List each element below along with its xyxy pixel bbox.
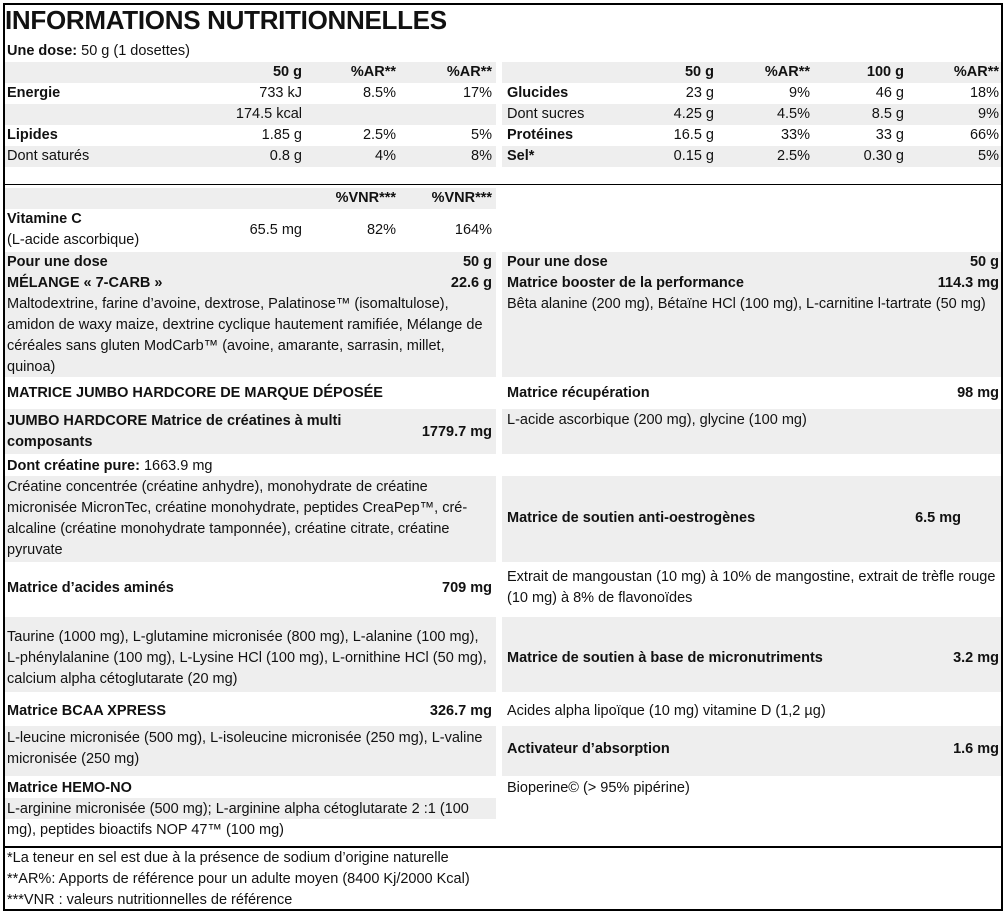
cell: 33% — [780, 127, 810, 143]
cell: 1.85 g — [261, 127, 302, 143]
row-label: Glucides — [507, 85, 569, 101]
cell: 9% — [978, 106, 999, 122]
col-header: 50 g — [684, 64, 714, 80]
page-title: INFORMATIONS NUTRITIONNELLES — [5, 5, 447, 35]
jumbo-title: JUMBO HARDCORE Matrice de créatines à multi composants — [7, 413, 342, 450]
footnote: **AR%: Apports de référence pour un adulte moyen (8400 Kj/2000 Kcal) — [7, 871, 470, 887]
per-dose-value: 50 g — [969, 254, 999, 270]
per-dose-label: Pour une dose — [7, 254, 108, 270]
cell: 66% — [969, 127, 999, 143]
col-header: %AR** — [764, 64, 810, 80]
carb-description: Maltodextrine, farine d’avoine, dextrose, Palatinose™ (isomaltulose), amidon de waxy maize, dextrine cyclique hautement ramifiée, Mélange de céréales sans gluten ModCarb™ (avoine, amarante, sarrasin, millet, quinoa) — [7, 296, 483, 375]
col-header: %AR** — [350, 64, 396, 80]
col-header: 100 g — [866, 64, 904, 80]
micro-title: Matrice de soutien à base de micronutriments — [507, 650, 823, 666]
cell: 23 g — [685, 85, 714, 101]
cell: 174.5 kcal — [235, 106, 302, 122]
cell: 8.5 g — [871, 106, 904, 122]
recovery-value: 98 mg — [957, 385, 999, 401]
jumbo-matrix-title: MATRICE JUMBO HARDCORE DE MARQUE DÉPOSÉE — [7, 385, 383, 401]
carb-title: MÉLANGE « 7-CARB » — [7, 275, 163, 291]
footnote: ***VNR : valeurs nutritionnelles de référence — [7, 892, 293, 908]
cell: 8.5% — [362, 85, 396, 101]
col-header: 50 g — [272, 64, 302, 80]
cell: 4% — [375, 148, 396, 164]
anti-value: 6.5 mg — [915, 510, 961, 526]
dose-value: 50 g (1 dosettes) — [81, 43, 190, 59]
cell: 0.30 g — [863, 148, 904, 164]
cell: 16.5 g — [673, 127, 714, 143]
vitamin-name: Vitamine C — [7, 211, 82, 227]
cell: 733 kJ — [259, 85, 302, 101]
creatine-description: Créatine concentrée (créatine anhydre), monohydrate de créatine micronisée MicronTec, créatine monohydrate, peptides CreaPep™, cré-alcaline (créatine monohydrate tamponnée), créatine citrate, créatine pyruvate — [7, 479, 468, 558]
row-label: Dont sucres — [507, 106, 585, 122]
anti-description: Extrait de mangoustan (10 mg) à 10% de mangostine, extrait de trèfle rouge (10 mg) à 8% de flavonoïdes — [507, 569, 996, 606]
absorb-description: Bioperine© (> 95% pipérine) — [507, 780, 690, 796]
dose-label: Une dose: — [7, 43, 78, 59]
cell: 46 g — [875, 85, 904, 101]
vnr-header: %VNR*** — [431, 190, 492, 206]
col-header: %AR** — [953, 64, 999, 80]
cell: 0.8 g — [269, 148, 302, 164]
booster-value: 114.3 mg — [937, 275, 999, 291]
row-label: Dont saturés — [7, 148, 90, 164]
amino-value: 709 mg — [442, 580, 492, 596]
bcaa-title: Matrice BCAA XPRESS — [7, 703, 167, 719]
col-header: %AR** — [446, 64, 492, 80]
vitamin-amount: 65.5 mg — [249, 222, 302, 238]
cell: 17% — [462, 85, 492, 101]
cell: 2.5% — [776, 148, 810, 164]
micro-value: 3.2 mg — [953, 650, 999, 666]
hemo-title: Matrice HEMO-NO — [7, 780, 132, 796]
recovery-title: Matrice récupération — [507, 385, 650, 401]
dose-line — [7, 41, 190, 62]
cell: 33 g — [875, 127, 904, 143]
anti-title: Matrice de soutien anti-oestrogènes — [507, 510, 756, 526]
creatine-label: Dont créatine pure: — [7, 458, 140, 474]
cell: 4.5% — [776, 106, 810, 122]
amino-description: Taurine (1000 mg), L-glutamine micronisée (800 mg), L-alanine (100 mg), L-phénylalanine (100 mg), L-Lysine HCl (100 mg), L-ornithine HCl (50 mg), calcium alpha cétoglutarate (20 mg) — [7, 629, 487, 687]
amino-title: Matrice d’acides aminés — [7, 580, 174, 596]
jumbo-value: 1779.7 mg — [421, 424, 492, 440]
recovery-description: L-acide ascorbique (200 mg), glycine (100 mg) — [507, 412, 807, 428]
cell: 8% — [471, 148, 492, 164]
row-label: Energie — [7, 85, 61, 101]
cell: 5% — [978, 148, 999, 164]
micro-description: Acides alpha lipoïque (10 mg) vitamine D (1,2 µg) — [507, 703, 826, 719]
booster-description: Bêta alanine (200 mg), Bétaïne HCl (100 mg), L-carnitine l-tartrate (50 mg) — [507, 296, 986, 312]
vitamin-vnr: 164% — [454, 222, 492, 238]
absorb-title: Activateur d’absorption — [507, 741, 670, 757]
footnote: *La teneur en sel est due à la présence de sodium d’origine naturelle — [7, 850, 449, 866]
section-divider — [5, 184, 1001, 185]
row-label: Protéines — [507, 127, 574, 143]
bcaa-description: L-leucine micronisée (500 mg), L-isoleucine micronisée (250 mg), L-valine micronisée (250 mg) — [7, 730, 483, 767]
hemo-description: L-arginine micronisée (500 mg); L-arginine alpha cétoglutarate 2 :1 (100 mg), peptides bioactifs NOP 47™ (100 mg) — [7, 801, 469, 838]
cell: 5% — [471, 127, 492, 143]
row-label: Lipides — [7, 127, 58, 143]
row-label: Sel* — [507, 148, 535, 164]
vnr-header: %VNR*** — [335, 190, 396, 206]
vitamin-sub: (L-acide ascorbique) — [7, 232, 140, 248]
cell: 18% — [969, 85, 999, 101]
bcaa-value: 326.7 mg — [429, 703, 492, 719]
cell: 9% — [789, 85, 810, 101]
carb-value: 22.6 g — [450, 275, 492, 291]
cell: 4.25 g — [673, 106, 714, 122]
creatine-value: 1663.9 mg — [143, 458, 213, 474]
cell: 2.5% — [362, 127, 396, 143]
per-dose-value: 50 g — [462, 254, 492, 270]
vitamin-vnr: 82% — [366, 222, 396, 238]
absorb-value: 1.6 mg — [953, 741, 999, 757]
booster-title: Matrice booster de la performance — [507, 275, 744, 291]
cell: 0.15 g — [673, 148, 714, 164]
creatine-line — [7, 456, 213, 477]
per-dose-label: Pour une dose — [507, 254, 608, 270]
